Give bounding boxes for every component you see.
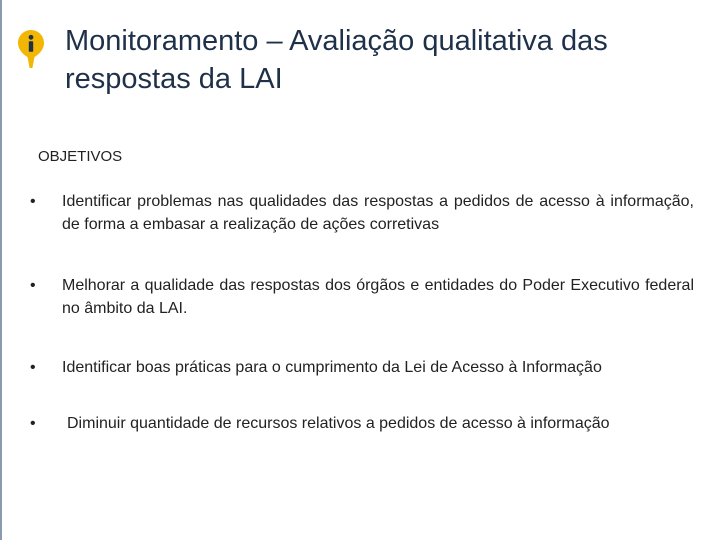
objective-text: Diminuir quantidade de recursos relativos a pedidos de acesso à informação <box>67 415 610 432</box>
info-pin-icon <box>17 29 45 69</box>
bullet-icon: • <box>30 193 36 210</box>
objective-item <box>30 190 694 236</box>
objective-item <box>30 356 694 379</box>
bullet-icon: • <box>30 359 36 376</box>
page-title: Monitoramento – Avaliação qualitativa das respostas da LAI <box>65 25 608 95</box>
section-label-objetivos: OBJETIVOS <box>38 148 123 165</box>
left-border-line <box>0 0 2 540</box>
bullet-icon: • <box>30 415 36 432</box>
objective-item <box>30 274 694 320</box>
bullet-icon: • <box>30 277 36 294</box>
objective-text: Identificar boas práticas para o cumprimento da Lei de Acesso à Informação <box>62 359 602 376</box>
objective-text: Melhorar a qualidade das respostas dos órgãos e entidades do Poder Executivo federal no âmbito da LAI. <box>62 277 694 317</box>
objective-item <box>30 412 694 435</box>
objective-text: Identificar problemas nas qualidades das respostas a pedidos de acesso à informação, de forma a embasar a realização de ações corretivas <box>62 193 694 233</box>
